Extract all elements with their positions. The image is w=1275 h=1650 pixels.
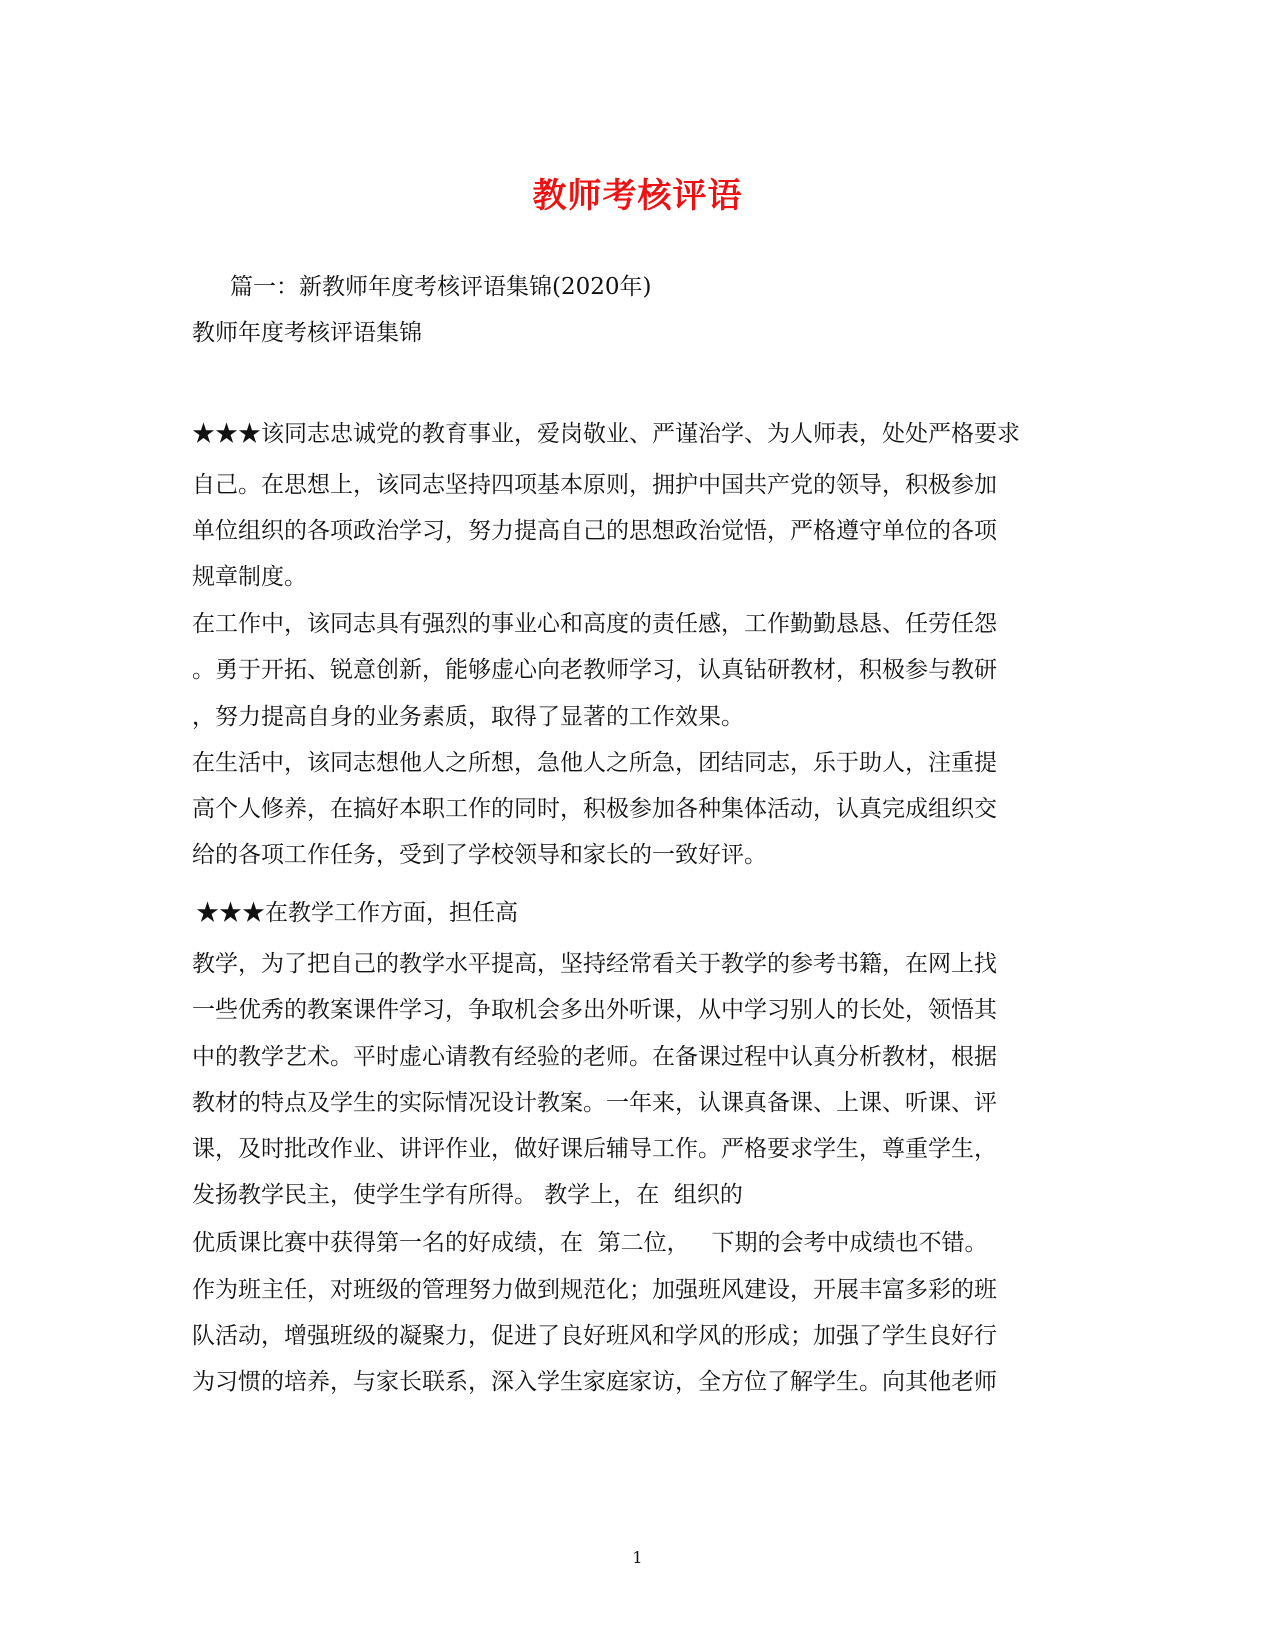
paragraph-line: 作为班主任，对班级的管理努力做到规范化；加强班风建设，开展丰富多彩的班 xyxy=(192,1277,997,1303)
paragraph-line: 规章制度。 xyxy=(192,564,307,590)
paragraph-line: 中的教学艺术。平时虚心请教有经验的老师。在备课过程中认真分析教材，根据 xyxy=(192,1044,997,1070)
paragraph-line: 在工作中，该同志具有强烈的事业心和高度的责任感，工作勤勤恳恳、任劳任怨 xyxy=(192,611,997,637)
paragraph-line: ★★★在教学工作方面，担任高 xyxy=(196,900,518,926)
paragraph-line: 一些优秀的教案课件学习，争取机会多出外听课，从中学习别人的长处，领悟其 xyxy=(192,997,997,1023)
paragraph-line: 队活动，增强班级的凝聚力，促进了良好班风和学风的形成；加强了学生良好行 xyxy=(192,1323,997,1349)
paragraph-line: 课，及时批改作业、讲评作业，做好课后辅导工作。严格要求学生，尊重学生， xyxy=(192,1136,997,1162)
paragraph-line: 发扬教学民主，使学生学有所得。 教学上，在 组织的 xyxy=(192,1182,743,1208)
paragraph-line: 为习惯的培养，与家长联系，深入学生家庭家访，全方位了解学生。向其他老师 xyxy=(192,1369,997,1395)
document-title: 教师考核评语 xyxy=(532,176,743,216)
paragraph-line: 高个人修养，在搞好本职工作的同时，积极参加各种集体活动，认真完成组织交 xyxy=(192,796,997,822)
paragraph-line: 给的各项工作任务，受到了学校领导和家长的一致好评。 xyxy=(192,842,767,868)
page-number: 1 xyxy=(632,1548,643,1567)
paragraph-line: 教学，为了把自己的教学水平提高，坚持经常看关于教学的参考书籍，在网上找 xyxy=(192,951,997,977)
paragraph-line: 单位组织的各项政治学习，努力提高自己的思想政治觉悟，严格遵守单位的各项 xyxy=(192,518,997,544)
paragraph-line: ★★★该同志忠诚党的教育事业，爱岗敬业、严谨治学、为人师表，处处严格要求 xyxy=(192,421,1020,447)
paragraph-line: ，努力提高自身的业务素质，取得了显著的工作效果。 xyxy=(192,704,744,730)
paragraph-line: 在生活中，该同志想他人之所想，急他人之所急，团结同志，乐于助人，注重提 xyxy=(192,750,997,776)
subheading: 教师年度考核评语集锦 xyxy=(192,320,422,346)
paragraph-line: 优质课比赛中获得第一名的好成绩，在 第二位， 下期的会考中成绩也不错。 xyxy=(192,1230,988,1256)
paragraph-line: 教材的特点及学生的实际情况设计教案。一年来，认课真备课、上课、听课、评 xyxy=(192,1090,997,1116)
paragraph-line: 。勇于开拓、锐意创新，能够虚心向老教师学习，认真钻研教材，积极参与教研 xyxy=(192,657,997,683)
paragraph-line: 自己。在思想上，该同志坚持四项基本原则，拥护中国共产党的领导，积极参加 xyxy=(192,472,997,498)
section-heading: 篇一：新教师年度考核评语集锦(2020年) xyxy=(230,274,652,300)
